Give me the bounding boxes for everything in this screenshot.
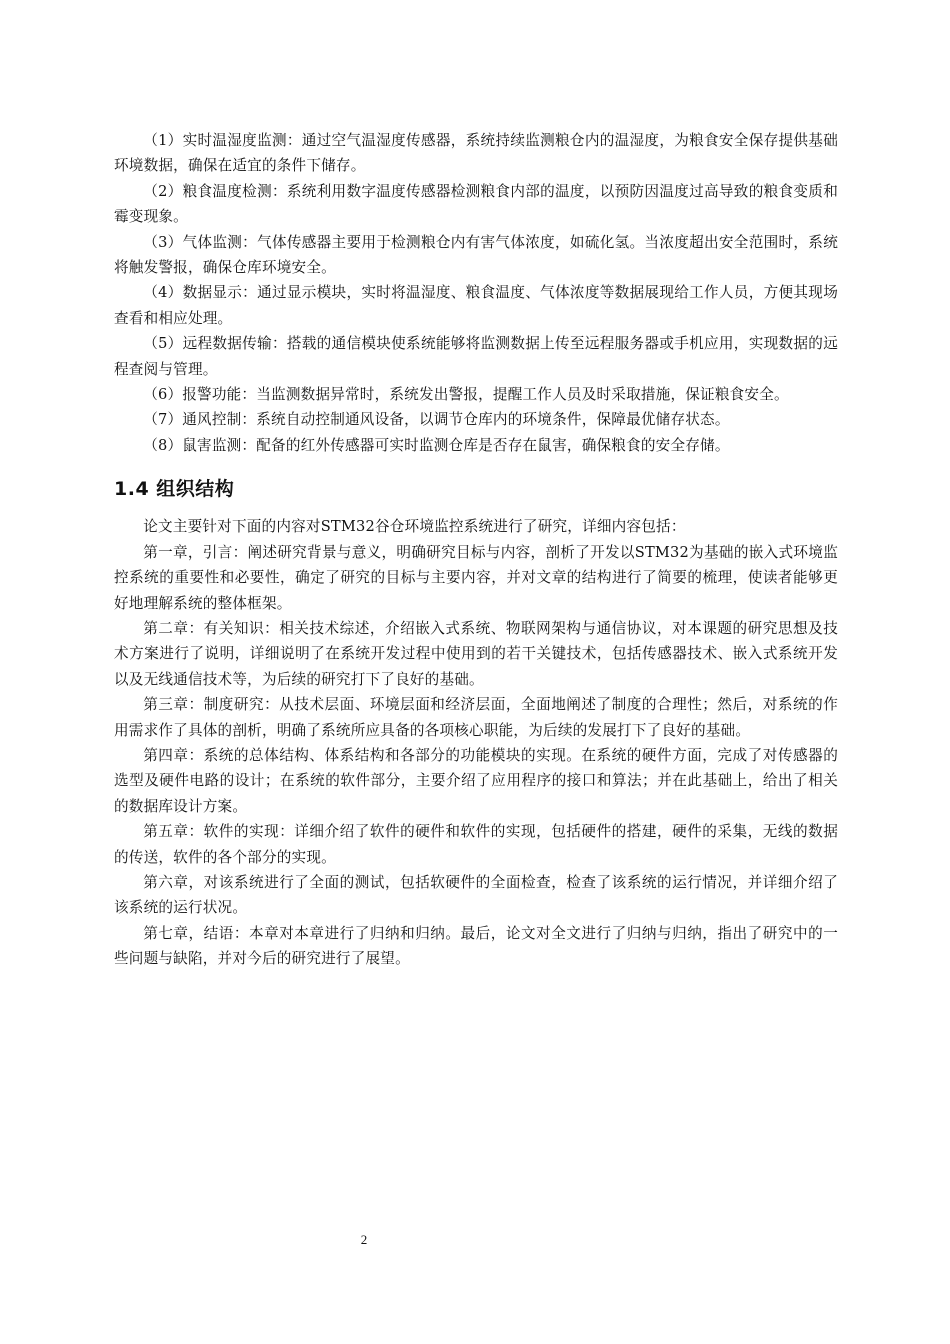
- function-item: （8）鼠害监测：配备的红外传感器可实时监测仓库是否存在鼠害，确保粮食的安全存储。: [143, 436, 730, 454]
- page-number: 2: [360, 1232, 368, 1247]
- section-paragraph: 论文主要针对下面的内容对STM32谷仓环境监控系统进行了研究，详细内容包括：: [143, 518, 686, 536]
- page-content: [114, 128, 838, 972]
- section-body: [114, 514, 838, 971]
- section-paragraph: 第二章：有关知识：相关技术综述，介绍嵌入式系统、物联网架构与通信协议，对本课题的研究思想及技术方案进行了说明，详细说明了在系统开发过程中使用到的若干关键技术，包括传感器技术、嵌入式系统开发以及无线通信技术等，为后续的研究打下了良好的基础。: [114, 619, 838, 688]
- function-item: （4）数据显示：通过显示模块，实时将温湿度、粮食温度、气体浓度等数据展现给工作人员，方便其现场查看和相应处理。: [114, 284, 838, 327]
- function-item: （7）通风控制：系统自动控制通风设备，以调节仓库内的环境条件，保障最优储存状态。: [143, 411, 730, 429]
- function-item: （1）实时温湿度监测：通过空气温湿度传感器，系统持续监测粮仓内的温湿度，为粮食安全保存提供基础环境数据，确保在适宜的条件下储存。: [114, 132, 838, 175]
- function-item: （6）报警功能：当监测数据异常时，系统发出警报，提醒工作人员及时采取措施，保证粮食安全。: [143, 386, 789, 404]
- section-heading: 1.4 组织结构: [114, 478, 235, 501]
- section-paragraph: 第一章，引言：阐述研究背景与意义，明确研究目标与内容，剖析了开发以STM32为基础的嵌入式环境监控系统的重要性和必要性，确定了研究的目标与主要内容，并对文章的结构进行了简要的梳理，使读者能够更好地理解系统的整体框架。: [114, 543, 838, 612]
- section-paragraph: 第四章：系统的总体结构、体系结构和各部分的功能模块的实现。在系统的硬件方面，完成了对传感器的选型及硬件电路的设计；在系统的软件部分，主要介绍了应用程序的接口和算法；并在此基础上，给出了相关的数据库设计方案。: [114, 746, 838, 815]
- function-item: （2）粮食温度检测：系统利用数字温度传感器检测粮食内部的温度，以预防因温度过高导致的粮食变质和霉变现象。: [114, 182, 838, 226]
- function-list: [114, 128, 838, 458]
- function-item: （3）气体监测：气体传感器主要用于检测粮仓内有害气体浓度，如硫化氢。当浓度超出安全范围时，系统将触发警报，确保仓库环境安全。: [114, 233, 838, 277]
- section-paragraph: 第七章，结语：本章对本章进行了归纳和归纳。最后，论文对全文进行了归纳与归纳，指出了研究中的一些问题与缺陷，并对今后的研究进行了展望。: [114, 924, 838, 968]
- section-paragraph: 第三章：制度研究：从技术层面、环境层面和经济层面，全面地阐述了制度的合理性；然后，对系统的作用需求作了具体的剖析，明确了系统所应具备的各项核心职能，为后续的发展打下了良好的基础。: [114, 696, 838, 739]
- function-item: （5）远程数据传输：搭载的通信模块使系统能够将监测数据上传至远程服务器或手机应用，实现数据的远程查阅与管理。: [114, 335, 838, 378]
- section-paragraph: 第五章：软件的实现：详细介绍了软件的硬件和软件的实现，包括硬件的搭建，硬件的采集，无线的数据的传送，软件的各个部分的实现。: [114, 823, 838, 866]
- section-paragraph: 第六章，对该系统进行了全面的测试，包括软硬件的全面检查，检查了该系统的运行情况，并详细介绍了该系统的运行状况。: [114, 873, 838, 917]
